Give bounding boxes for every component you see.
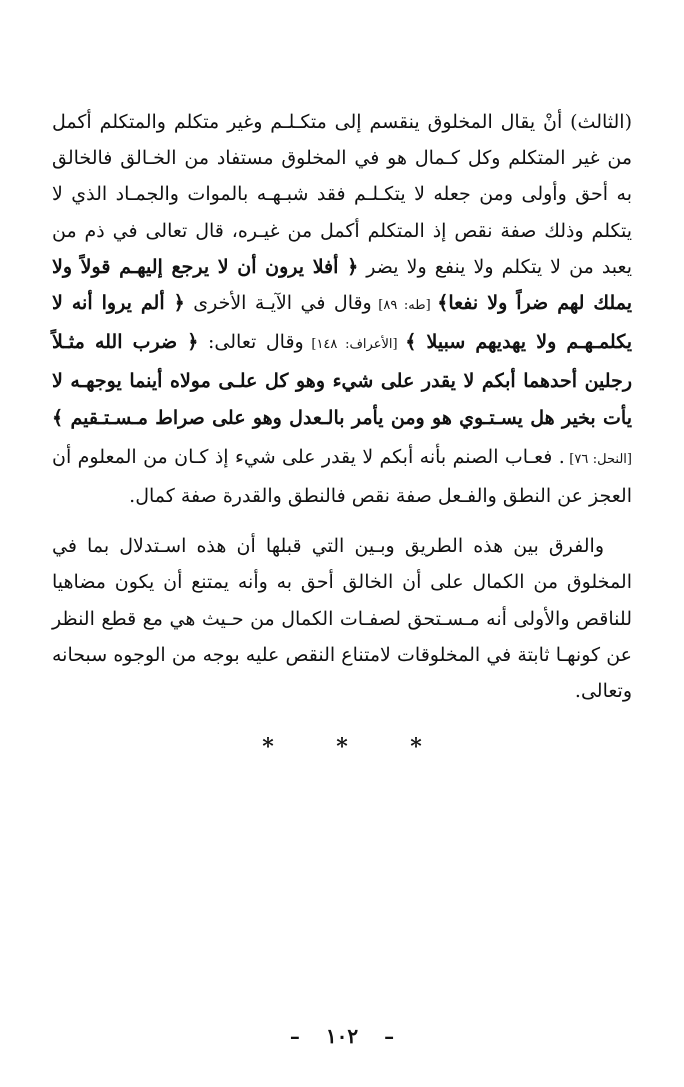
- quran-verse-taha: ﴿ أفلا يرون أن لا يرجع إليهـم قولاً ولا يملك لهم ضراً ولا نفعا﴾: [52, 255, 632, 315]
- separator-star: *: [262, 734, 274, 760]
- quran-verse-araf: ﴿ ألم يروا أنه لا يكلمـهـم ولا يهديهم سبيلا ﴾: [52, 292, 632, 354]
- page-number-dash-left: –: [289, 1024, 300, 1048]
- verse-reference-nahl: [النحل: ٧٦]: [564, 451, 632, 467]
- separator-star: *: [410, 734, 422, 760]
- paragraph-1-text-4: . فعـاب الصنم بأنه أبكم لا يقدر على شيء إذ كـان من المعلوم أن العجز عن النطق والفـعل صفة نقص فالنطق والقدرة صفة كمال.: [52, 445, 632, 508]
- paragraph-1-text-3: وقال تعالى:: [198, 331, 304, 354]
- page-number: [0, 1024, 684, 1048]
- main-text: [52, 104, 632, 709]
- page-number-value: ١٠٢: [325, 1024, 359, 1048]
- paragraph-2: والفرق بين هذه الطريق وبـين التي قبلها أن هذه اسـتدلال بما في المخلوق من الكمال على أن الخالق أحق به وأنه يمتنع أن يكون مضاهيا للناقص والأولى أنه مـسـتحق لصفـات الكمال من حـيث هي مع قطع النظر عن كونهـا ثابتة في المخلوقات لامتناع النقص عليه بوجه من الوجوه سبحانه وتعالى.: [52, 535, 632, 703]
- separator-star: *: [336, 734, 348, 760]
- paragraph-1: [52, 104, 632, 514]
- section-separator: [0, 734, 684, 760]
- verse-reference-taha: [طه: ٨٩]: [371, 298, 438, 314]
- verse-reference-araf: [الأعراف: ١٤٨]: [303, 337, 406, 353]
- page-number-dash-right: –: [384, 1024, 395, 1048]
- quran-verse-nahl: ﴿ ضرب الله مثـلاً رجلين أحدهما أبكم لا يقدر على شيء وهو كل علـى مولاه أينما يوجهـه لا يأت بخير هل يسـتـوي هو ومن يأمر بالـعدل وهو على صراط مـسـتـقيم ﴾: [52, 331, 632, 429]
- paragraph-1-text-1: (الثالث) أنْ يقال المخلوق ينقسم إلى متكـلـم وغير متكلم والمتكلم أكمل من غير المتكلم وكل كـمال هو في المخلوق مستفاد من الخـالق فالخالق به أحق وأولى ومن جعله لا يتكـلـم فقد شبـهـه بالموات والجمـاد الذي لا يتكلم وذلك صفة نقص إذ المتكلم أكمل من غيـره، قال تعالى في ذم من يعبد من لا يتكلم ولا ينفع ولا يضر: [52, 111, 632, 278]
- paragraph-1-text-2: وقال في الآيـة الأخرى: [184, 292, 372, 315]
